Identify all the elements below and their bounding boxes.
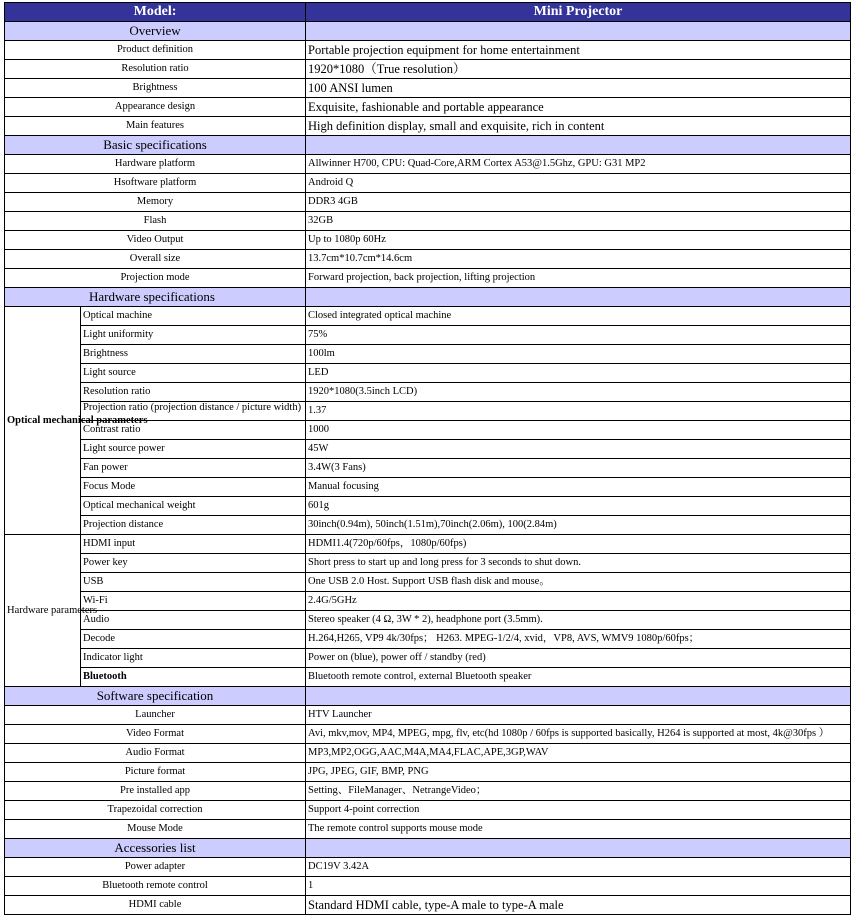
- optical-label: Light source power: [81, 440, 306, 459]
- hw-param-row: [5, 668, 851, 687]
- optical-row: [5, 364, 851, 383]
- model-value: Mini Projector: [306, 3, 851, 22]
- software-label: Launcher: [5, 706, 306, 725]
- hw-param-row: [5, 592, 851, 611]
- optical-row: [5, 307, 851, 326]
- optical-label: Light source: [81, 364, 306, 383]
- software-row: [5, 782, 851, 801]
- optical-value: 75%: [306, 326, 851, 345]
- basic-label: Hsoftware platform: [5, 174, 306, 193]
- optical-row: [5, 326, 851, 345]
- hw-param-value: 2.4G/5GHz: [306, 592, 851, 611]
- overview-row: [5, 98, 851, 117]
- basic-value: 13.7cm*10.7cm*14.6cm: [306, 250, 851, 269]
- basic-row: [5, 231, 851, 250]
- optical-label-text: Projection ratio (projection distance / picture width): [83, 402, 302, 413]
- hw-param-label: Indicator light: [81, 649, 306, 668]
- hw-param-row: [5, 649, 851, 668]
- overview-label: Appearance design: [5, 98, 306, 117]
- optical-value: 1.37: [306, 402, 851, 421]
- basic-label: Memory: [5, 193, 306, 212]
- hw-param-row: [5, 535, 851, 554]
- accessories-row: [5, 858, 851, 877]
- accessories-section-title: Accessories list: [5, 839, 306, 858]
- software-label: Picture format: [5, 763, 306, 782]
- accessories-label: HDMI cable: [5, 896, 306, 915]
- overview-value: 100 ANSI lumen: [306, 79, 851, 98]
- basic-row: [5, 193, 851, 212]
- software-row: [5, 744, 851, 763]
- hw-param-label: Audio: [81, 611, 306, 630]
- hw-param-value: Bluetooth remote control, external Bluetooth speaker: [306, 668, 851, 687]
- model-label: Model:: [5, 3, 306, 22]
- basic-section-blank: [306, 136, 851, 155]
- basic-value: 32GB: [306, 212, 851, 231]
- optical-label: Fan power: [81, 459, 306, 478]
- software-row: [5, 763, 851, 782]
- basic-row: [5, 212, 851, 231]
- basic-section-title: Basic specifications: [5, 136, 306, 155]
- software-value: Setting、FileManager、NetrangeVideo；: [306, 782, 851, 801]
- overview-section-blank: [306, 22, 851, 41]
- hw-param-value: Stereo speaker (4 Ω, 3W * 2), headphone port (3.5mm).: [306, 611, 851, 630]
- software-section-blank: [306, 687, 851, 706]
- optical-label: Optical machine: [81, 307, 306, 326]
- optical-row: [5, 478, 851, 497]
- software-value: MP3,MP2,OGG,AAC,M4A,MA4,FLAC,APE,3GP,WAV: [306, 744, 851, 763]
- hw-param-label: HDMI input: [81, 535, 306, 554]
- accessories-value: 1: [306, 877, 851, 896]
- hw-param-value: H.264,H265, VP9 4k/30fps； H263. MPEG-1/2/4, xvid，VP8, AVS, WMV9 1080p/60fps；: [306, 630, 851, 649]
- software-value: JPG, JPEG, GIF, BMP, PNG: [306, 763, 851, 782]
- hw-param-row: [5, 630, 851, 649]
- overview-label: Brightness: [5, 79, 306, 98]
- basic-value: DDR3 4GB: [306, 193, 851, 212]
- optical-row: [5, 383, 851, 402]
- basic-label: Flash: [5, 212, 306, 231]
- optical-value: 30inch(0.94m), 50inch(1.51m),70inch(2.06m), 100(2.84m): [306, 516, 851, 535]
- optical-value: 1000: [306, 421, 851, 440]
- accessories-row: [5, 877, 851, 896]
- hardware-section-title: Hardware specifications: [5, 288, 306, 307]
- optical-row: [5, 459, 851, 478]
- overview-value: Exquisite, fashionable and portable appearance: [306, 98, 851, 117]
- optical-label: Brightness: [81, 345, 306, 364]
- hw-param-label: Decode: [81, 630, 306, 649]
- accessories-section-row: [5, 839, 851, 858]
- optical-value: 100lm: [306, 345, 851, 364]
- basic-value: Up to 1080p 60Hz: [306, 231, 851, 250]
- overview-section-row: [5, 22, 851, 41]
- overview-label: Resolution ratio: [5, 60, 306, 79]
- software-section-row: [5, 687, 851, 706]
- basic-section-row: [5, 136, 851, 155]
- software-row: [5, 820, 851, 839]
- hw-param-value: Power on (blue), power off / standby (red): [306, 649, 851, 668]
- optical-label: Focus Mode: [81, 478, 306, 497]
- basic-value: Forward projection, back projection, lifting projection: [306, 269, 851, 288]
- optical-row: [5, 497, 851, 516]
- optical-value: Manual focusing: [306, 478, 851, 497]
- software-value: Avi, mkv,mov, MP4, MPEG, mpg, flv, etc(hd 1080p / 60fps is supported basically, H264 is supported at most, 4k@30fps ）: [306, 725, 851, 744]
- accessories-value: Standard HDMI cable, type-A male to type-A male: [306, 896, 851, 915]
- basic-value: Allwinner H700, CPU: Quad-Core,ARM Cortex A53@1.5Ghz, GPU: G31 MP2: [306, 155, 851, 174]
- optical-row: [5, 421, 851, 440]
- overview-row: [5, 60, 851, 79]
- software-label: Mouse Mode: [5, 820, 306, 839]
- optical-value: 45W: [306, 440, 851, 459]
- overview-row: [5, 79, 851, 98]
- optical-label: Light uniformity: [81, 326, 306, 345]
- basic-row: [5, 269, 851, 288]
- optical-row: [5, 516, 851, 535]
- hw-param-value: HDMI1.4(720p/60fps，1080p/60fps): [306, 535, 851, 554]
- basic-value: Android Q: [306, 174, 851, 193]
- accessories-label: Power adapter: [5, 858, 306, 877]
- optical-row: [5, 440, 851, 459]
- software-row: [5, 725, 851, 744]
- software-row: [5, 801, 851, 820]
- accessories-value: DC19V 3.42A: [306, 858, 851, 877]
- optical-value: 3.4W(3 Fans): [306, 459, 851, 478]
- optical-label: Projection distance: [81, 516, 306, 535]
- basic-row: [5, 250, 851, 269]
- overview-row: [5, 117, 851, 136]
- header-row: [5, 3, 851, 22]
- hw-param-row: [5, 554, 851, 573]
- software-row: [5, 706, 851, 725]
- software-label: Video Format: [5, 725, 306, 744]
- accessories-section-blank: [306, 839, 851, 858]
- overview-label: Main features: [5, 117, 306, 136]
- optical-value: 601g: [306, 497, 851, 516]
- basic-label: Projection mode: [5, 269, 306, 288]
- hardware-section-row: [5, 288, 851, 307]
- optical-value: 1920*1080(3.5inch LCD): [306, 383, 851, 402]
- software-value: HTV Launcher: [306, 706, 851, 725]
- software-value: The remote control supports mouse mode: [306, 820, 851, 839]
- overview-section-title: Overview: [5, 22, 306, 41]
- basic-label: Overall size: [5, 250, 306, 269]
- basic-row: [5, 155, 851, 174]
- overview-row: [5, 41, 851, 60]
- basic-row: [5, 174, 851, 193]
- hw-param-row: [5, 611, 851, 630]
- hw-param-label: USB: [81, 573, 306, 592]
- software-label: Trapezoidal correction: [5, 801, 306, 820]
- overview-label: Product definition: [5, 41, 306, 60]
- hw-param-row: [5, 573, 851, 592]
- hw-param-label: Bluetooth: [81, 668, 306, 687]
- overview-value: High definition display, small and exquisite, rich in content: [306, 117, 851, 136]
- software-value: Support 4-point correction: [306, 801, 851, 820]
- hardware-section-blank: [306, 288, 851, 307]
- hw-param-group-label: Hardware parameters: [5, 535, 81, 687]
- optical-label: Optical mechanical weight: [81, 497, 306, 516]
- optical-value: LED: [306, 364, 851, 383]
- optical-label: Resolution ratio: [81, 383, 306, 402]
- software-label: Pre installed app: [5, 782, 306, 801]
- software-section-title: Software specification: [5, 687, 306, 706]
- software-label: Audio Format: [5, 744, 306, 763]
- hw-param-label: Wi-Fi: [81, 592, 306, 611]
- overview-value: 1920*1080（True resolution）: [306, 60, 851, 79]
- overview-value: Portable projection equipment for home entertainment: [306, 41, 851, 60]
- hw-param-value: Short press to start up and long press for 3 seconds to shut down.: [306, 554, 851, 573]
- basic-label: Video Output: [5, 231, 306, 250]
- accessories-row: [5, 896, 851, 915]
- hw-param-value: One USB 2.0 Host. Support USB flash disk and mouse。: [306, 573, 851, 592]
- spec-table: [4, 2, 851, 915]
- hw-param-label: Power key: [81, 554, 306, 573]
- accessories-label: Bluetooth remote control: [5, 877, 306, 896]
- optical-label: Contrast ratio: [81, 421, 306, 440]
- optical-value: Closed integrated optical machine: [306, 307, 851, 326]
- optical-group-label: Optical mechanical parameters: [5, 307, 81, 535]
- optical-row: [5, 345, 851, 364]
- basic-label: Hardware platform: [5, 155, 306, 174]
